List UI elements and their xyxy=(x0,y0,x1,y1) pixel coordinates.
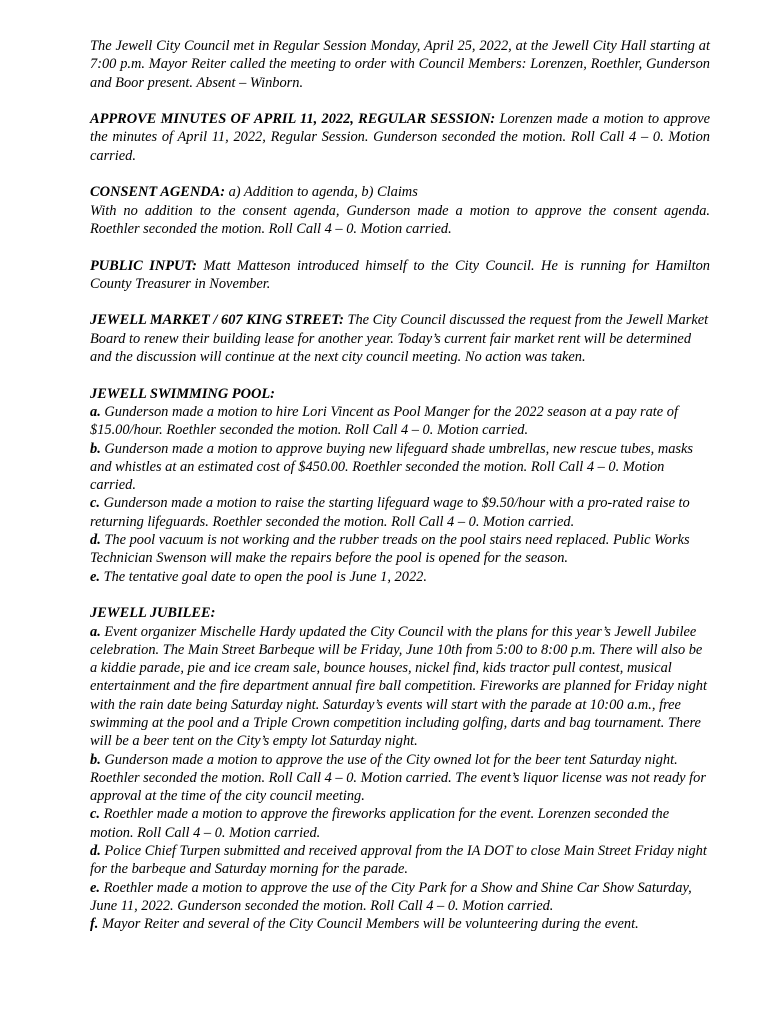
list-item xyxy=(90,531,710,568)
list-item xyxy=(90,805,710,842)
approve-minutes-text: Lorenzen made a motion to approve the minutes of April 11, 2022, Regular Session. Gunderson seconded the motion. Roll Call 4 – 0. Motion carried. xyxy=(90,111,710,164)
list-item xyxy=(90,403,710,440)
swimming-pool-section xyxy=(90,385,710,586)
item-label: f. xyxy=(90,916,99,933)
consent-agenda-text: With no addition to the consent agenda, Gunderson made a motion to approve the consent agenda. Roethler seconded the motion. Roll Call 4 – 0. Motion carried. xyxy=(90,202,710,237)
item-text: Roethler made a motion to approve the use of the City Park for a Show and Shine Car Show Saturday, June 11, 2022. Gunderson seconded the motion. Roll Call 4 – 0. Motion carried. xyxy=(90,879,692,914)
consent-agenda-subheading: a) Addition to agenda, b) Claims xyxy=(225,184,418,201)
list-item xyxy=(90,915,710,933)
swimming-pool-heading: JEWELL SWIMMING POOL: xyxy=(90,385,275,402)
item-text: Event organizer Mischelle Hardy updated the City Council with the plans for this year’s Jewell Jubilee celebration. The Main Street Barbeque will be Friday, June 10th from 5:00 to 8:00 p.m. There will also be a kiddie parade, pie and ice cream sale, bounce houses, nickel find, kids tractor pull contest, musical entertainment and the fire department annual fire ball competition. Fireworks are planned for Friday night with the rain date being Saturday night. Saturday’s events will start with the parade at 10:00 a.m., free swimming at the pool and a Triple Crown competition including golfing, darts and bag tournament. There will be a beer tent on the City’s empty lot Saturday night. xyxy=(90,623,707,750)
jewell-jubilee-heading: JEWELL JUBILEE: xyxy=(90,605,216,622)
list-item xyxy=(90,623,710,751)
item-label: a. xyxy=(90,623,101,640)
intro-text: The Jewell City Council met in Regular Session Monday, April 25, 2022, at the Jewell City Hall starting at 7:00 p.m. Mayor Reiter called the meeting to order with Council Members: Lorenzen, Roethler, Gunderson and Boor present. Absent – Winborn. xyxy=(90,38,710,91)
item-label: b. xyxy=(90,751,101,768)
list-item xyxy=(90,568,710,586)
item-label: e. xyxy=(90,879,100,896)
item-text: The tentative goal date to open the pool is June 1, 2022. xyxy=(100,568,427,585)
item-text: Gunderson made a motion to approve the use of the City owned lot for the beer tent Saturday night. Roethler seconded the motion. Roll Call 4 – 0. Motion carried. The event’s liquor license was not ready for approval at the time of the city council meeting. xyxy=(90,751,706,805)
item-label: c. xyxy=(90,495,100,512)
item-label: c. xyxy=(90,806,100,823)
jewell-market-text: The City Council discussed the request from the Jewell Market Board to renew their building lease for another year. Today’s current fair market rent will be determined and the discussion will continue at the next city council meeting. No action was taken. xyxy=(90,312,709,366)
item-text: Gunderson made a motion to raise the starting lifeguard wage to $9.50/hour with a pro-rated raise to returning lifeguards. Roethler seconded the motion. Roll Call 4 – 0. Motion carried. xyxy=(90,495,690,530)
consent-agenda-heading: CONSENT AGENDA: xyxy=(90,184,225,201)
item-label: d. xyxy=(90,532,101,549)
public-input-text: Matt Matteson introduced himself to the City Council. He is running for Hamilton County Treasurer in November. xyxy=(90,257,710,292)
public-input-heading: PUBLIC INPUT: xyxy=(90,257,197,274)
item-label: b. xyxy=(90,440,101,457)
list-item xyxy=(90,494,710,531)
list-item xyxy=(90,751,710,806)
item-text: Police Chief Turpen submitted and received approval from the IA DOT to close Main Street Friday night for the barbeque and Saturday morning for the parade. xyxy=(90,843,707,878)
item-label: d. xyxy=(90,843,101,860)
jewell-jubilee-section xyxy=(90,604,710,933)
approve-minutes-heading: APPROVE MINUTES OF APRIL 11, 2022, REGULAR SESSION: xyxy=(90,111,496,128)
item-text: Roethler made a motion to approve the fireworks application for the event. Lorenzen seconded the motion. Roll Call 4 – 0. Motion carried. xyxy=(90,806,670,841)
jewell-market-section xyxy=(90,311,710,366)
intro-paragraph xyxy=(90,37,710,92)
list-item xyxy=(90,879,710,916)
public-input-section xyxy=(90,257,710,294)
consent-agenda-section xyxy=(90,183,710,238)
minutes-document xyxy=(90,37,710,952)
list-item xyxy=(90,842,710,879)
item-text: Gunderson made a motion to approve buying new lifeguard shade umbrellas, new rescue tubes, masks and whistles at an estimated cost of $450.00. Roethler seconded the motion. Roll Call 4 – 0. Motion carried. xyxy=(90,440,694,494)
item-label: e. xyxy=(90,568,100,585)
jewell-market-heading: JEWELL MARKET / 607 KING STREET: xyxy=(90,312,344,329)
item-label: a. xyxy=(90,403,101,420)
item-text: Gunderson made a motion to hire Lori Vincent as Pool Manger for the 2022 season at a pay rate of $15.00/hour. Roethler seconded the motion. Roll Call 4 – 0. Motion carried. xyxy=(90,403,678,439)
item-text: The pool vacuum is not working and the rubber treads on the pool stairs need replaced. Public Works Technician Swenson will make the repairs before the pool is opened for the season. xyxy=(90,532,690,567)
list-item xyxy=(90,440,710,495)
item-text: Mayor Reiter and several of the City Council Members will be volunteering during the event. xyxy=(98,916,639,933)
approve-minutes-section xyxy=(90,110,710,165)
